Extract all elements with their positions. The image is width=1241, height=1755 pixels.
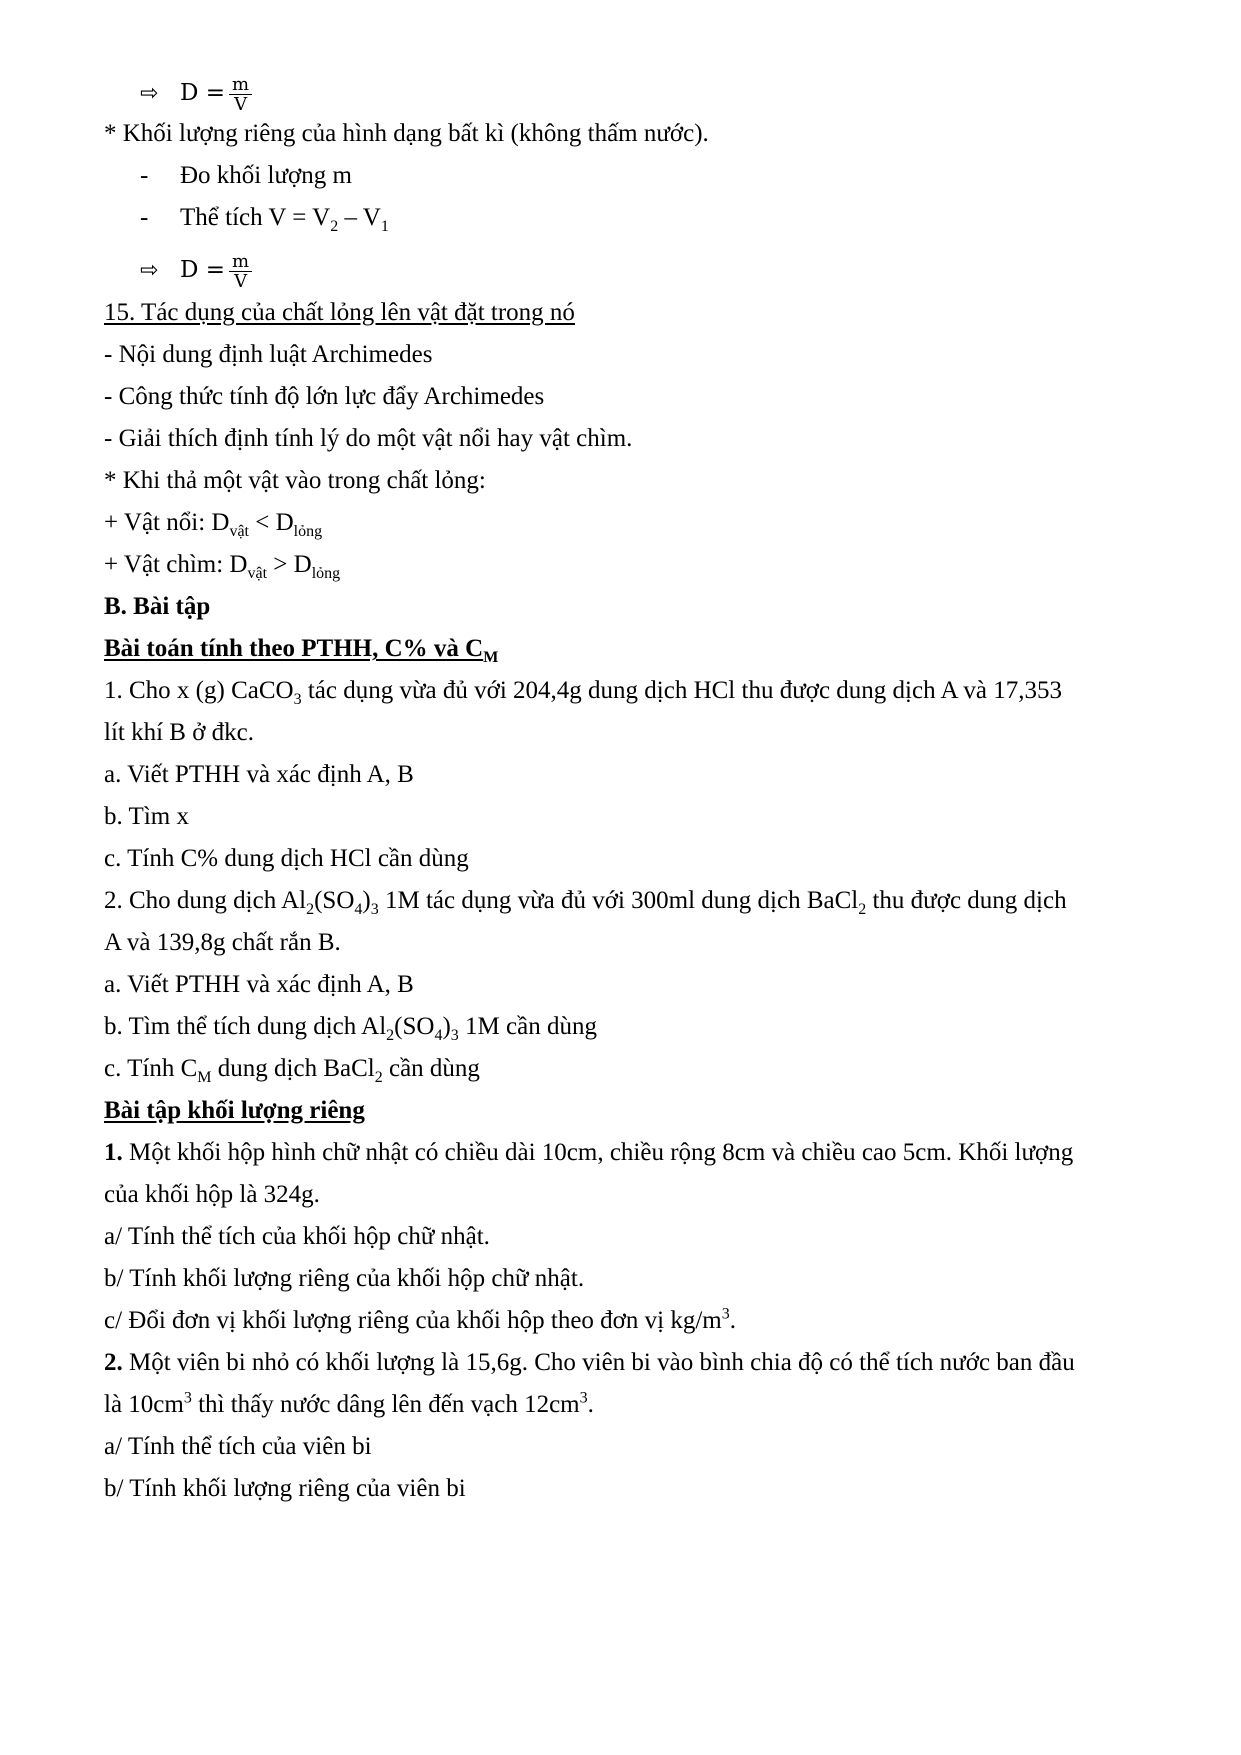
density-formula-1: ⇨ D = $\frac{m}{V}$	[140, 75, 252, 114]
problem-2-line-1: 2. Cho dung dịch $Al_2(SO_4)_3$ 1M tác dụng vừa đủ với 300ml dung dịch BaCl$_2$ thu được dung dịch	[104, 887, 1067, 918]
density-problem-1-line-2: của khối hộp là 324g.	[104, 1181, 320, 1208]
problem-2-part-c: c. Tính $C_M$ dung dịch BaCl$_2$ cần dùng	[104, 1055, 480, 1086]
problem-1-part-a: a. Viết PTHH và xác định A, B	[104, 761, 414, 788]
problem-1-line-1: 1. Cho x (g) CaCO$_3$ tác dụng vừa đủ với 204,4g dung dịch HCl thu được dung dịch A và 17,353	[104, 677, 1062, 708]
sink-condition: + Vật chìm: $D_{vật} > D_{lỏng}$	[104, 551, 341, 582]
problem-1-line-2: lít khí B ở đkc.	[104, 719, 255, 746]
section-15-item-4: * Khi thả một vật vào trong chất lỏng:	[104, 467, 486, 494]
part-b-heading: B. Bài tập	[104, 593, 211, 620]
section-15-item-1: - Nội dung định luật Archimedes	[104, 341, 433, 368]
density-exercises-heading: Bài tập khối lượng riêng	[104, 1097, 365, 1124]
section-15-item-3: - Giải thích định tính lý do một vật nổi hay vật chìm.	[104, 425, 633, 452]
density-formula-2: ⇨ D = $\frac{m}{V}$	[140, 252, 252, 291]
float-condition: + Vật nổi: $D_{vật} < D_{lỏng}$	[104, 509, 323, 540]
problem-2-line-2: A và 139,8g chất rắn B.	[104, 929, 341, 956]
density-problem-1-part-b: b/ Tính khối lượng riêng của khối hộp chữ nhật.	[104, 1265, 585, 1292]
irregular-density-heading: * Khối lượng riêng của hình dạng bất kì (không thấm nước).	[104, 120, 709, 147]
problem-1-part-b: b. Tìm x	[104, 803, 189, 830]
problem-2-part-a: a. Viết PTHH và xác định A, B	[104, 971, 414, 998]
fraction: $\frac{m}{V}$	[229, 75, 252, 114]
density-problem-2-part-a: a/ Tính thể tích của viên bi	[104, 1433, 372, 1460]
density-problem-1-line-1: 1. Một khối hộp hình chữ nhật có chiều dài 10cm, chiều rộng 8cm và chiều cao 5cm. Khối lượng	[104, 1139, 1074, 1166]
step-volume: - Thể tích $V = V_2 - V_1$	[140, 204, 389, 235]
problem-2-part-b: b. Tìm thể tích dung dịch $Al_2(SO_4)_3$ 1M cần dùng	[104, 1013, 597, 1044]
density-problem-2-line-1: 2. Một viên bi nhỏ có khối lượng là 15,6g. Cho viên bi vào bình chia độ có thể tích nước ban đầu	[104, 1349, 1075, 1376]
density-problem-2-part-b: b/ Tính khối lượng riêng của viên bi	[104, 1475, 466, 1502]
problem-1-part-c: c. Tính C% dung dịch HCl cần dùng	[104, 845, 469, 872]
implies-arrow-icon: ⇨	[140, 81, 159, 107]
fraction: $\frac{m}{V}$	[229, 252, 252, 291]
step-measure-mass: - Đo khối lượng m	[140, 162, 352, 189]
implies-arrow-icon: ⇨	[140, 258, 159, 284]
density-problem-1-part-c: c/ Đổi đơn vị khối lượng riêng của khối hộp theo đơn vị $kg/m^3$.	[104, 1305, 736, 1334]
section-15-item-2: - Công thức tính độ lớn lực đẩy Archimedes	[104, 383, 545, 410]
stoichiometry-heading: Bài toán tính theo PTHH, C% và $C_M$	[104, 635, 499, 666]
section-15-title: 15. Tác dụng của chất lỏng lên vật đặt trong nó	[104, 299, 575, 326]
density-problem-1-part-a: a/ Tính thể tích của khối hộp chữ nhật.	[104, 1223, 490, 1250]
density-problem-2-line-2: là $10cm^3$ thì thấy nước dâng lên đến vạch $12cm^3$.	[104, 1389, 594, 1418]
